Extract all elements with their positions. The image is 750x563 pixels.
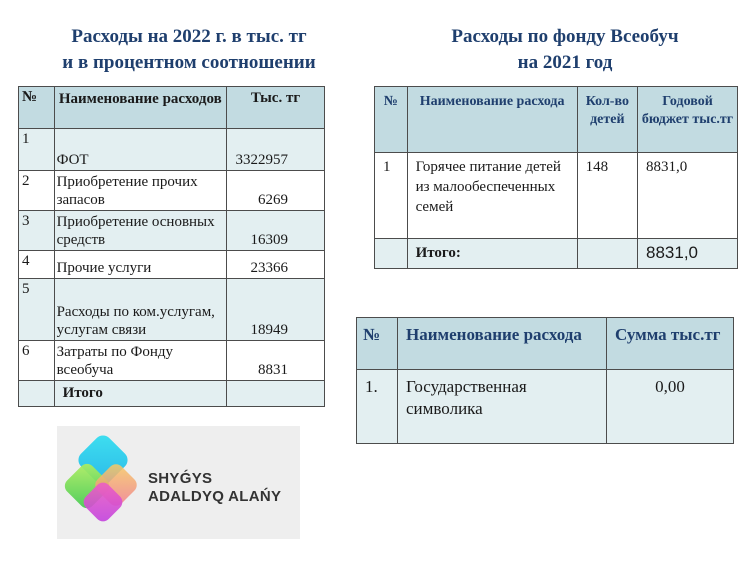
- logo-line2: ADALDYQ ALAŃY: [148, 488, 282, 505]
- row-value: 8831: [258, 362, 288, 378]
- header-value: Тыс. тг: [226, 87, 324, 129]
- symbolism-table: [356, 317, 734, 444]
- logo-line1: SHYǴYS: [148, 470, 213, 487]
- row-value: 16309: [250, 232, 288, 248]
- vseobuch-2021-table: [374, 86, 738, 269]
- table-row: [19, 129, 325, 171]
- row-sum: 0,00: [607, 370, 734, 444]
- table-total-row: [19, 381, 325, 407]
- logo-mark-icon: [63, 434, 153, 534]
- table-header-row: [375, 87, 738, 153]
- table-header-row: [357, 318, 734, 370]
- total-label: Итого:: [407, 239, 577, 269]
- row-name: Расходы по ком.услугам, услугам связи: [56, 304, 215, 338]
- right-title-line2: на 2021 год: [517, 52, 613, 73]
- row-name: Приобретение прочих запасов: [56, 174, 198, 208]
- header-num: №: [375, 87, 408, 153]
- row-count: 148: [577, 153, 637, 239]
- left-title-line1: Расходы на 2022 г. в тыс. тг: [71, 26, 307, 47]
- header-name: Наименование расходов: [54, 87, 226, 129]
- row-value: 23366: [250, 260, 288, 276]
- header-num: №: [19, 87, 55, 129]
- table-row: [19, 279, 325, 341]
- row-name: Государственная символика: [398, 370, 607, 444]
- row-budget: 8831,0: [638, 153, 738, 239]
- row-name: Затраты по Фонду всеобуча: [56, 344, 174, 378]
- row-num: 1: [375, 153, 408, 239]
- row-num: 6: [19, 341, 55, 381]
- row-num: 2: [19, 171, 55, 211]
- table-header-row: [19, 87, 325, 129]
- row-num: 3: [19, 211, 55, 251]
- table-row: [19, 211, 325, 251]
- right-title-line1: Расходы по фонду Всеобуч: [451, 26, 679, 47]
- header-name: Наименование расхода: [407, 87, 577, 153]
- logo-text: [148, 470, 281, 506]
- left-title-line2: и в процентном соотношении: [62, 52, 316, 73]
- header-num: №: [357, 318, 398, 370]
- header-budget: Годовой бюджет тыс.тг: [638, 87, 738, 153]
- row-value: 18949: [250, 322, 288, 338]
- table-total-row: [375, 239, 738, 269]
- right-title: [395, 24, 735, 76]
- row-num: 5: [19, 279, 55, 341]
- row-num: 1.: [357, 370, 398, 444]
- row-value: 3322957: [235, 152, 288, 168]
- table-row: [19, 171, 325, 211]
- table-row: [19, 341, 325, 381]
- header-count: Кол-во детей: [577, 87, 637, 153]
- row-name: ФОТ: [56, 152, 89, 168]
- logo-card: [57, 426, 300, 539]
- row-name: Приобретение основных средств: [56, 214, 215, 248]
- table-row: [357, 370, 734, 444]
- row-num: 1: [19, 129, 55, 171]
- row-num: 4: [19, 251, 55, 279]
- expenses-2022-table: [18, 86, 325, 407]
- total-value: 8831,0: [638, 239, 738, 269]
- header-sum: Сумма тыс.тг: [607, 318, 734, 370]
- table-row: [375, 153, 738, 239]
- row-name: Горячее питание детей из малообеспеченных семей: [407, 153, 577, 239]
- row-value: 6269: [258, 192, 288, 208]
- left-title: [28, 24, 350, 76]
- header-name: Наименование расхода: [398, 318, 607, 370]
- table-row: [19, 251, 325, 279]
- total-label: Итого: [54, 381, 226, 407]
- row-name: Прочие услуги: [56, 260, 152, 276]
